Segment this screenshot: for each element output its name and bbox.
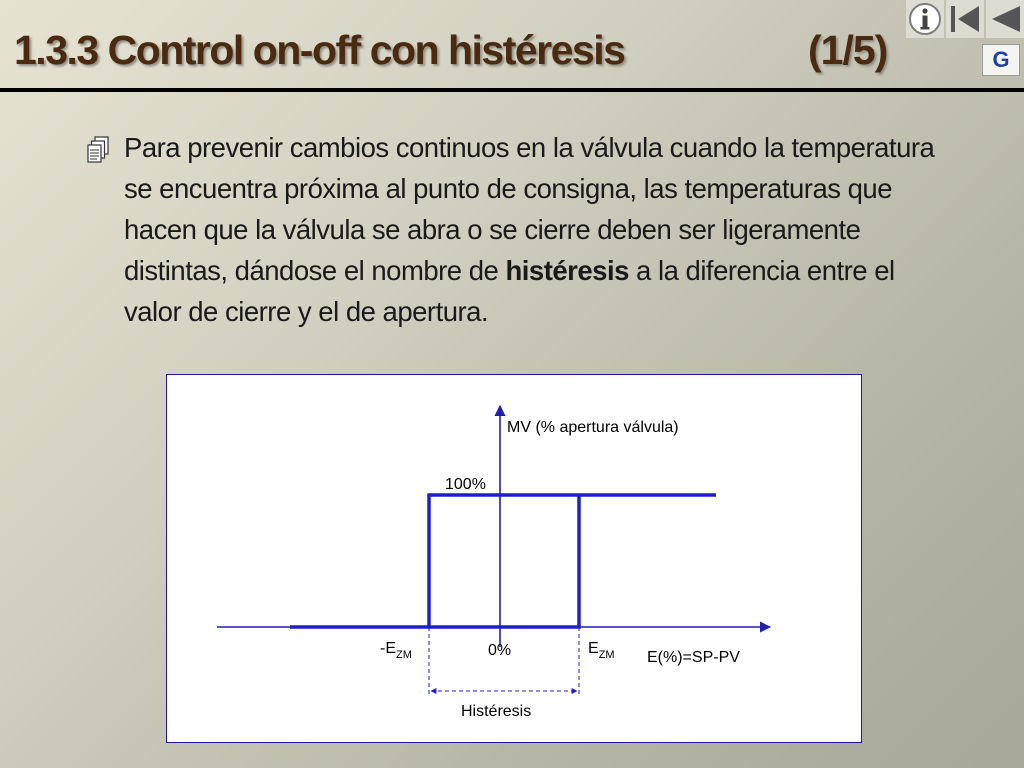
- neg-ezm-prefix: -E: [380, 640, 396, 657]
- zero-label: 0%: [488, 642, 512, 659]
- bullet-paragraph: [124, 127, 954, 332]
- hysteresis-label: Histéresis: [461, 703, 532, 720]
- glossary-button[interactable]: [982, 44, 1020, 76]
- back-button[interactable]: [986, 0, 1024, 38]
- curve-closing-path: [429, 495, 579, 627]
- high-level-label: 100%: [445, 476, 486, 493]
- hysteresis-diagram-svg: [167, 375, 863, 744]
- neg-ezm-label: [380, 640, 412, 661]
- first-slide-icon: [946, 0, 984, 38]
- info-icon: [906, 0, 944, 38]
- ezm-subscript: ZM: [598, 649, 615, 661]
- x-axis-label: E(%)=SP-PV: [647, 649, 740, 666]
- slide-title: 1.3.3 Control on-off con histéresis: [14, 27, 625, 73]
- hysteresis-diagram: [166, 374, 862, 743]
- ezm-label: [588, 640, 615, 661]
- bold-term-histeresis: histéresis: [505, 255, 629, 286]
- first-slide-button[interactable]: [946, 0, 984, 38]
- curve-opening-path: [290, 495, 716, 627]
- title-divider: [0, 88, 1024, 92]
- document-stack-icon: [86, 136, 110, 164]
- back-icon: [986, 0, 1024, 38]
- info-button[interactable]: [906, 0, 944, 38]
- ezm-prefix: E: [588, 640, 599, 657]
- glossary-label: G: [992, 47, 1010, 72]
- neg-ezm-subscript: ZM: [396, 649, 412, 661]
- y-axis-label: MV (% apertura válvula): [507, 419, 679, 436]
- page-indicator: (1/5): [808, 27, 888, 73]
- paragraph-text-start: Para prevenir cambios continuos en la válvula cuando la temperatura se encuentra próxima al punto de consigna, las temperaturas que hacen que la válvula se abra o se cierre deben ser ligeramente distintas, dándose el nombre de: [124, 132, 935, 286]
- paragraph-text-end: a la diferencia entre el valor de cierre y el de apertura.: [124, 255, 895, 327]
